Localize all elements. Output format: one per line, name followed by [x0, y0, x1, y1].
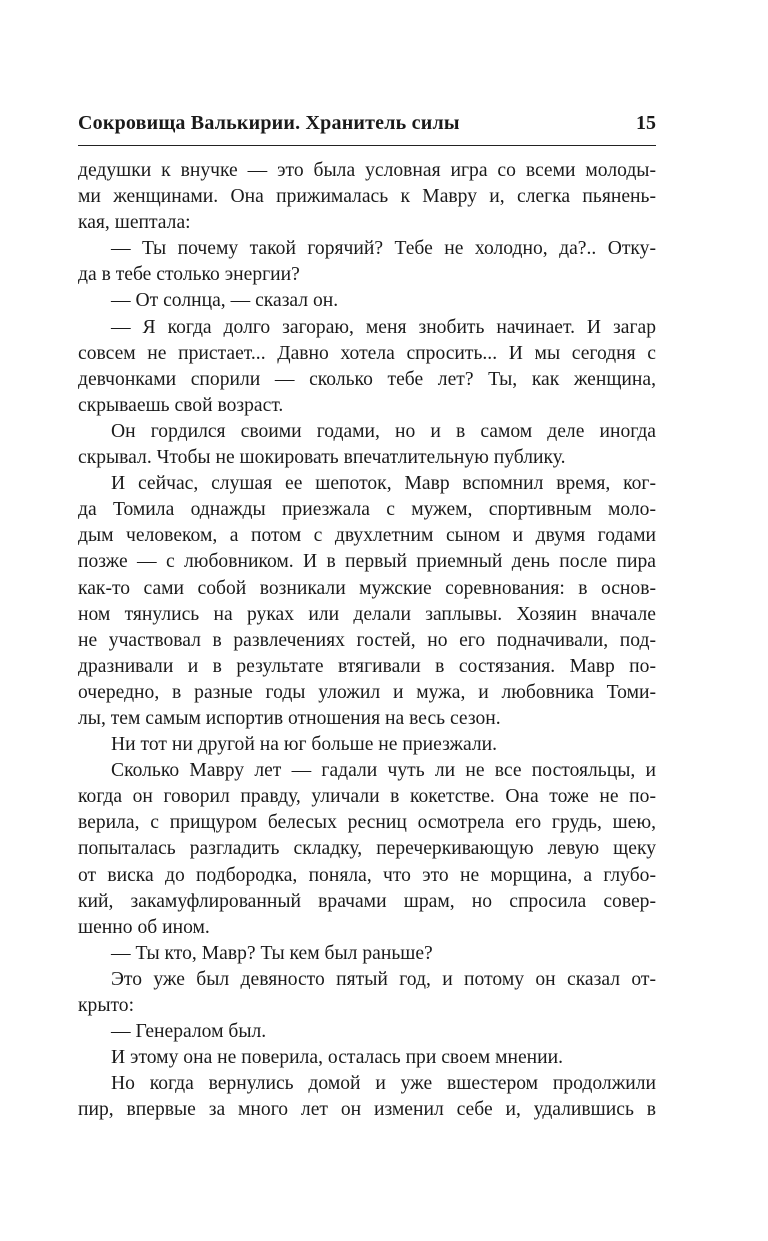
text-line: — Я когда долго загораю, меня знобить начинает. И загар [111, 316, 656, 338]
body-text [78, 158, 656, 1123]
text-line: скрывал. Чтобы не шокировать впечатлительную публику. [78, 447, 566, 469]
text-line: — Генералом был. [111, 1021, 267, 1043]
text-line: да в тебе столько энергии? [78, 264, 300, 286]
text-line: дедушки к внучке — это была условная игра со всеми молоды- [78, 160, 656, 181]
text-line: не участвовал в развлечениях гостей, но его подначивали, под- [78, 629, 656, 651]
text-line: шенно об ином. [78, 916, 210, 938]
text-line: И этому она не поверила, осталась при своем мнении. [111, 1047, 564, 1069]
text-line: ми женщинами. Она прижималась к Мавру и, слегка пьянень- [78, 186, 656, 208]
text-line: ном тянулись на руках или делали заплывы. Хозяин вначале [78, 603, 656, 625]
text-line: кий, закамуфлированный врачами шрам, но спросила совер- [78, 890, 656, 912]
text-line: когда он говорил правду, уличали в кокетстве. Она тоже не по- [78, 786, 656, 808]
page-number: 15 [636, 112, 656, 134]
text-line: Но когда вернулись домой и уже вшестером продолжили [111, 1073, 656, 1095]
text-line: позже — с любовником. И в первый приемный день после пира [78, 551, 656, 573]
text-line: И сейчас, слушая ее шепоток, Мавр вспомнил время, ког- [111, 473, 656, 495]
book-page [78, 108, 656, 1123]
text-line: от виска до подбородка, поняла, что это не морщина, а глубо- [78, 864, 656, 886]
text-line: попыталась разгладить складку, перечеркивающую левую щеку [78, 838, 656, 860]
text-line: лы, тем самым испортив отношения на весь сезон. [78, 707, 501, 729]
text-line: — Ты кто, Мавр? Ты кем был раньше? [111, 942, 433, 964]
text-line: дразнивали и в результате втягивали в состязания. Мавр по- [78, 655, 656, 677]
running-title: Сокровища Валькирии. Хранитель силы [78, 112, 460, 134]
text-line: дым человеком, а потом с двухлетним сыном и двумя годами [78, 525, 656, 547]
text-line: — От солнца, — сказал он. [111, 290, 339, 312]
text-line: пир, впервые за много лет он изменил себе и, удалившись в [78, 1099, 656, 1121]
text-line: Он гордился своими годами, но и в самом деле иногда [111, 420, 656, 442]
text-line: как-то сами собой возникали мужские соревнования: в основ- [78, 577, 656, 599]
text-line: совсем не пристает... Давно хотела спросить... И мы сегодня с [78, 342, 656, 364]
text-line: Ни тот ни другой на юг больше не приезжали. [111, 734, 498, 756]
text-line: Это уже был девяносто пятый год, и потому он сказал от- [111, 968, 656, 990]
text-line: верила, с прищуром белесых ресниц осмотрела его грудь, шею, [78, 812, 656, 834]
text-line: скрываешь свой возраст. [78, 394, 284, 416]
text-line: крыто: [78, 995, 135, 1016]
running-head [78, 108, 656, 146]
text-line: кая, шептала: [78, 212, 191, 234]
text-line: девчонками спорили — сколько тебе лет? Ты, как женщина, [78, 368, 656, 390]
text-line: — Ты почему такой горячий? Тебе не холодно, да?.. Отку- [111, 238, 656, 260]
text-line: Сколько Мавру лет — гадали чуть ли не все постояльцы, и [111, 760, 656, 782]
text-line: да Томила однажды приезжала с мужем, спортивным моло- [78, 499, 656, 521]
text-line: очередно, в разные годы уложил и мужа, и любовника Томи- [78, 681, 656, 703]
